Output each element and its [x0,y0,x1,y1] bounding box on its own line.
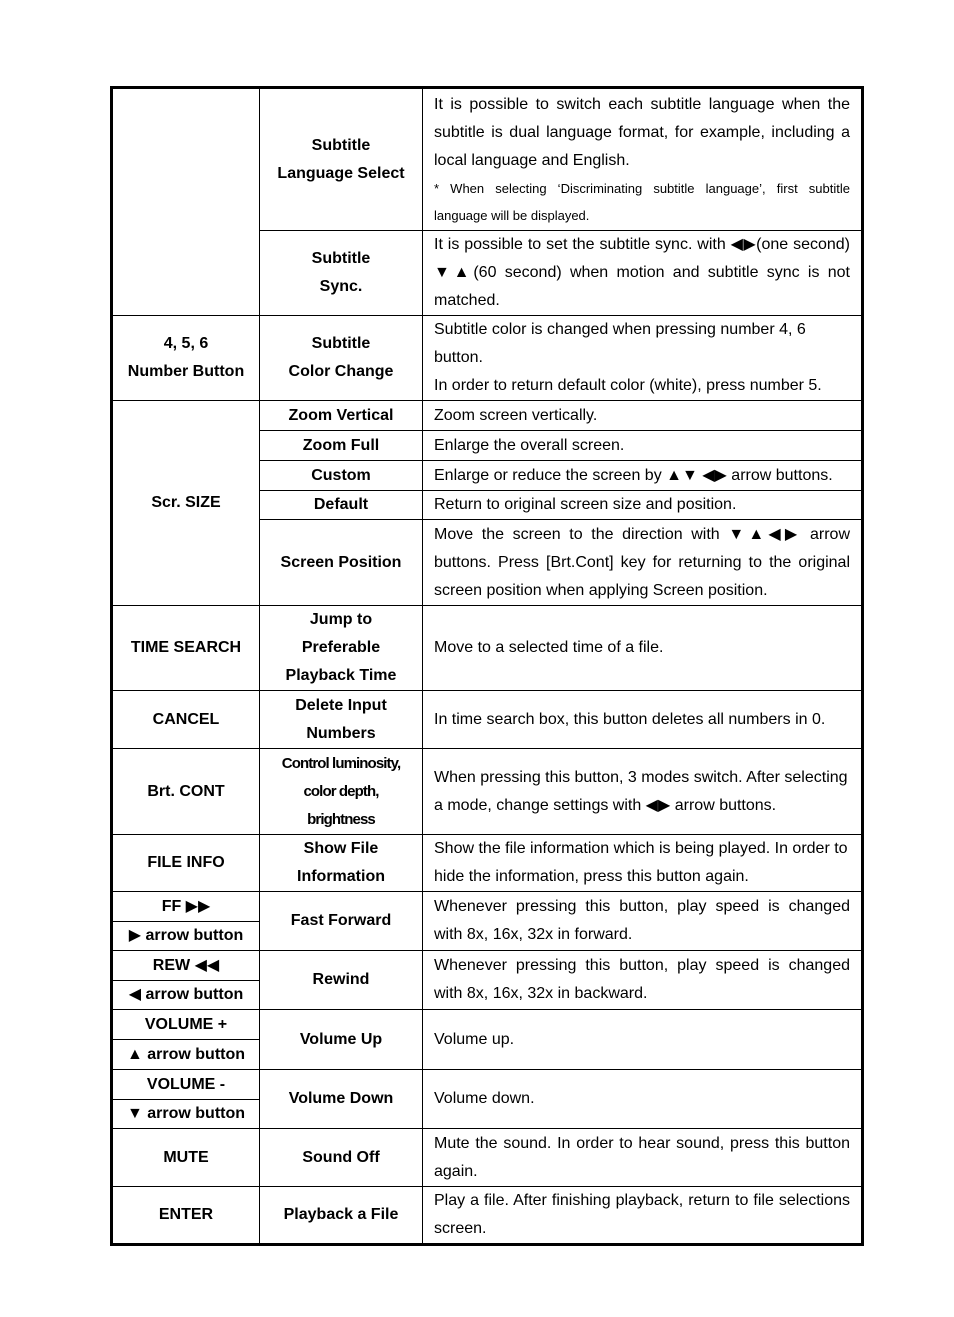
function-zoom-vertical: Zoom Vertical [260,401,423,431]
description-time-search: Move to a selected time of a file. [423,606,863,691]
function-volume-up: Volume Up [260,1010,423,1070]
description-default: Return to original screen size and position. [423,491,863,520]
function-playback-file: Playback a File [260,1187,423,1245]
description-note: * When selecting ‘Discriminating subtitle language’, first subtitle language will be displayed. [434,180,850,223]
key-brt-cont: Brt. CONT [112,749,260,835]
function-cancel: Delete Input Numbers [260,691,423,749]
key-volume-down: VOLUME - [112,1070,260,1100]
function-subtitle-language: Subtitle Language Select [260,88,423,231]
table-row [112,1187,863,1245]
description-rewind: Whenever pressing this button, play speed is changed with 8x, 16x, 32x in backward. [423,951,863,1010]
table-row [112,691,863,749]
table-row [112,749,863,835]
function-screen-position: Screen Position [260,520,423,606]
key-time-search: TIME SEARCH [112,606,260,691]
description-subtitle-color: Subtitle color is changed when pressing number 4, 6 button. In order to return default color (white), press number 5. [423,316,863,401]
key-number-button: 4, 5, 6 Number Button [112,316,260,401]
description-enter: Play a file. After finishing playback, return to file selections screen. [423,1187,863,1245]
key-file-info: FILE INFO [112,835,260,892]
function-brt-cont: Control luminosity, color depth, brightness [260,749,423,835]
table-row [112,892,863,922]
table-row [112,951,863,981]
description-subtitle-sync: It is possible to set the subtitle sync. with ◀▶(one second) ▼▲(60 second) when motion and subtitle sync is not matched. [423,231,863,316]
description-file-info: Show the file information which is being played. In order to hide the information, press this button again. [423,835,863,892]
description-custom: Enlarge or reduce the screen by ▲▼ ◀▶ arrow buttons. [423,461,863,491]
function-file-info: Show File Information [260,835,423,892]
table-row [112,1129,863,1187]
key-scr-size: Scr. SIZE [112,401,260,606]
function-custom: Custom [260,461,423,491]
description-mute: Mute the sound. In order to hear sound, press this button again. [423,1129,863,1187]
function-rewind: Rewind [260,951,423,1010]
table-row [112,316,863,401]
key-mute: MUTE [112,1129,260,1187]
description-brt-cont: When pressing this button, 3 modes switch. After selecting a mode, change settings with ◀▶ arrow buttons. [423,749,863,835]
function-sound-off: Sound Off [260,1129,423,1187]
table-row [112,835,863,892]
description-zoom-vertical: Zoom screen vertically. [423,401,863,431]
function-zoom-full: Zoom Full [260,431,423,461]
description-zoom-full: Enlarge the overall screen. [423,431,863,461]
function-volume-down: Volume Down [260,1070,423,1129]
description-fast-forward: Whenever pressing this button, play speed is changed with 8x, 16x, 32x in forward. [423,892,863,951]
key-volume-up: VOLUME + [112,1010,260,1040]
function-subtitle-sync: Subtitle Sync. [260,231,423,316]
key-enter: ENTER [112,1187,260,1245]
key-cell-blank [112,88,260,316]
table-row [112,88,863,231]
key-right-arrow: ▶ arrow button [112,922,260,951]
table-row [112,1070,863,1100]
key-up-arrow: ▲ arrow button [112,1040,260,1070]
function-time-search: Jump to Preferable Playback Time [260,606,423,691]
table-row [112,401,863,431]
description-subtitle-language [423,88,863,231]
key-down-arrow: ▼ arrow button [112,1100,260,1129]
key-rew: REW ◀◀ [112,951,260,981]
table-row [112,606,863,691]
key-ff: FF ▶▶ [112,892,260,922]
description-text: It is possible to switch each subtitle language when the subtitle is dual language format, for example, including a local language and English. [434,95,850,169]
description-volume-down: Volume down. [423,1070,863,1129]
table-row [112,1010,863,1040]
remote-button-table [110,86,864,1246]
function-default: Default [260,491,423,520]
function-subtitle-color: Subtitle Color Change [260,316,423,401]
key-left-arrow: ◀ arrow button [112,981,260,1010]
description-cancel: In time search box, this button deletes all numbers in 0. [423,691,863,749]
function-fast-forward: Fast Forward [260,892,423,951]
description-screen-position: Move the screen to the direction with ▼▲◀▶ arrow buttons. Press [Brt.Cont] key for returning to the original screen position when applying Screen position. [423,520,863,606]
key-cancel: CANCEL [112,691,260,749]
description-volume-up: Volume up. [423,1010,863,1070]
